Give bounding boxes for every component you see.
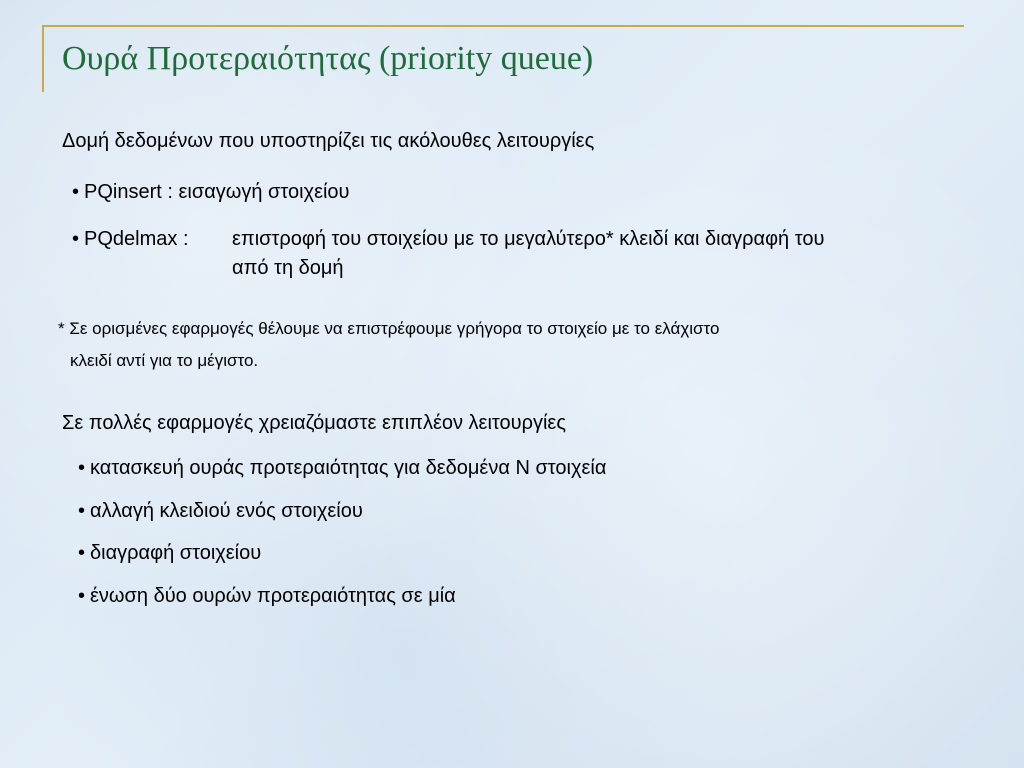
bullet: • [78,542,86,564]
op-delmax-desc-line1: επιστροφή του στοιχείου με το μεγαλύτερο* κλειδί και διαγραφή του [232,228,825,250]
extra-item [78,585,456,608]
bullet: • [72,228,80,250]
op-insert-text: PQinsert : εισαγωγή στοιχείου [84,181,350,203]
title-frame-top-line [42,25,964,27]
bullet: • [78,457,86,479]
slide-title: Ουρά Προτεραιότητας (priority queue) [62,40,594,77]
extra-item [78,500,363,523]
bullet: • [72,181,80,203]
extra-heading: Σε πολλές εφαρμογές χρειαζόμαστε επιπλέον λειτουργίες [62,412,566,434]
bullet: • [78,585,86,607]
title-frame-left-line [42,25,44,92]
extra-item-text: διαγραφή στοιχείου [90,542,262,564]
extra-item-text: ένωση δύο ουρών προτεραιότητας σε μία [90,585,456,607]
op-delmax [72,228,189,251]
note-line1: * Σε ορισμένες εφαρμογές θέλουμε να επιστρέφουμε γρήγορα το στοιχείο με το ελάχιστο [58,319,720,338]
op-delmax-desc-line2: από τη δομή [232,257,344,279]
intro-text: Δομή δεδομένων που υποστηρίζει τις ακόλουθες λειτουργίες [62,130,595,152]
bullet: • [78,500,86,522]
extra-item-text: αλλαγή κλειδιού ενός στοιχείου [90,500,363,522]
extra-item [78,542,261,565]
extra-item [78,457,606,480]
op-delmax-label: PQdelmax : [84,228,189,250]
op-insert [72,181,350,204]
note-line2: κλειδί αντί για το μέγιστο. [70,351,259,370]
extra-item-text: κατασκευή ουράς προτεραιότητας για δεδομένα N στοιχεία [90,457,607,479]
